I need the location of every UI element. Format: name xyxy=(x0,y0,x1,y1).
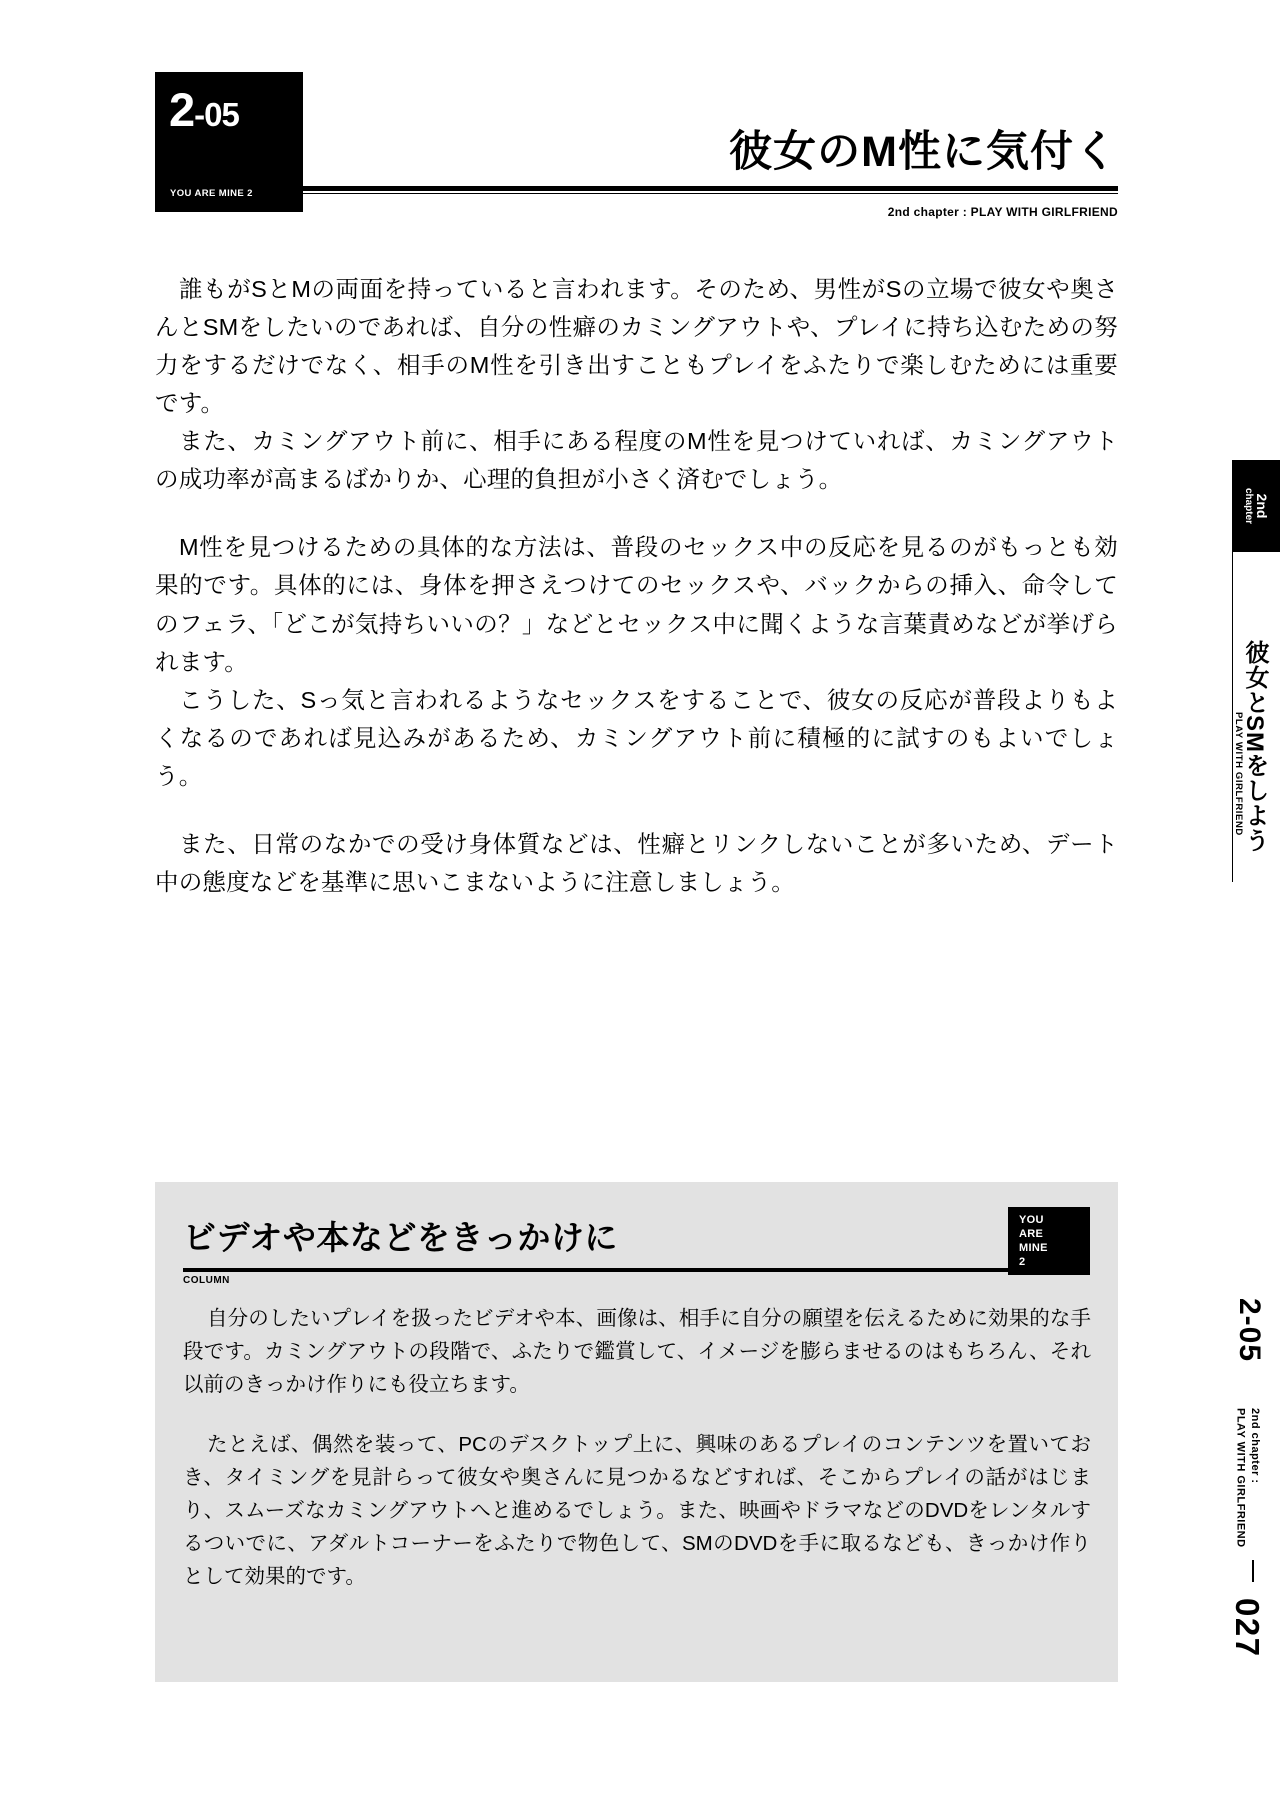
series-label: YOU ARE MINE 2 xyxy=(170,188,253,199)
column-badge-line3: MINE xyxy=(1019,1242,1048,1254)
body-text xyxy=(155,270,1118,901)
column-badge-line1: YOU xyxy=(1019,1213,1044,1226)
side-chapter-label-line2: PLAY WITH GIRLFRIEND xyxy=(1234,1408,1247,1548)
title-rule-thick xyxy=(303,186,1118,191)
chapter-tab-line2: chapter xyxy=(1242,487,1254,525)
body-paragraph: また、日常のなかでの受け身体質などは、性癖とリンクしないことが多いため、デート中の態度などを基準に思いこまないように注意しましょう。 xyxy=(155,830,1118,895)
page-number: 027 xyxy=(1229,1598,1266,1658)
column-paragraph: 自分のしたいプレイを扱ったビデオや本、画像は、相手に自分の願望を伝えるために効果的な手段です。カミングアウトの段階で、ふたりで鑑賞して、イメージを膨らませるのはもちろん、それ以前のきっかけ作りにも役立ちます。 xyxy=(183,1307,1091,1397)
column-paragraph: たとえば、偶然を装って、PCのデスクトップ上に、興味のあるプレイのコンテンツを置いておき、タイミングを見計らって彼女や奥さんに見つかるなどすれば、そこからプレイの話がはじまり、スムーズなカミングアウトへと進めるでしょう。また、映画やドラマなどのDVDをレンタルするついでに、アダルトコーナーをふたりで物色して、SMのDVDを手に取るなども、きっかけ作りとして効果的です。 xyxy=(183,1432,1091,1589)
chapter-tab-text xyxy=(1232,460,1280,552)
column-label: COLUMN xyxy=(183,1275,230,1286)
column-box xyxy=(155,1182,1118,1682)
body-paragraph: 誰もがSとMの両面を持っていると言われます。そのため、男性がSの立場で彼女や奥さんとSMをしたいのであれば、自分の性癖のカミングアウトや、プレイに持ち込むための努力をするだけでなく、相手のM性を引き出すこともプレイをふたりで楽しむためには重要です。 xyxy=(155,276,1118,417)
chapter-tab xyxy=(1232,460,1280,552)
body-paragraph: また、カミングアウト前に、相手にある程度のM性を見つけていれば、カミングアウトの成功率が高まるばかりか、心理的負担が小さく済むでしょう。 xyxy=(155,428,1118,493)
column-badge xyxy=(1008,1207,1090,1275)
section-number-main: 2 xyxy=(169,83,195,136)
body-paragraph: M性を見つけるための具体的な方法は、普段のセックス中の反応を見るのがもっとも効果的です。具体的には、身体を押さえつけてのセックスや、バックからの挿入、命令してのフェラ、「どこが気持ちいいの？」などとセックス中に聞くような言葉責めなどが挙げられます。 xyxy=(155,534,1118,675)
side-chapter-label xyxy=(1233,1408,1262,1548)
chapter-subtitle: 2nd chapter : PLAY WITH GIRLFRIEND xyxy=(887,205,1118,219)
column-title: ビデオや本などをきっかけに xyxy=(183,1219,618,1256)
column-rule xyxy=(183,1268,1063,1272)
page-title: 彼女のM性に気付く xyxy=(729,128,1118,176)
side-section-number: 2-05 xyxy=(1233,1298,1266,1363)
section-number xyxy=(169,83,239,136)
side-chapter-title-en: PLAY WITH GIRLFRIEND xyxy=(1233,712,1244,836)
section-number-badge xyxy=(155,72,303,212)
column-body xyxy=(183,1302,1091,1594)
body-paragraph: こうした、Sっ気と言われるようなセックスをすることで、彼女の反応が普段よりもよくなるのであれば見込みがあるため、カミングアウト前に積極的に試すのもよいでしょう。 xyxy=(155,686,1118,789)
side-chapter-title-jp: 彼女とSMをしよう xyxy=(1241,640,1268,853)
side-divider xyxy=(1252,1560,1254,1582)
chapter-tab-line1: 2nd xyxy=(1253,493,1270,519)
side-chapter-label-line1: 2nd chapter : xyxy=(1249,1408,1261,1484)
section-number-sub: -05 xyxy=(194,96,239,133)
title-rule-thin xyxy=(303,193,1118,194)
column-badge-line4: 2 xyxy=(1019,1256,1026,1269)
column-badge-line2: ARE xyxy=(1019,1227,1044,1240)
